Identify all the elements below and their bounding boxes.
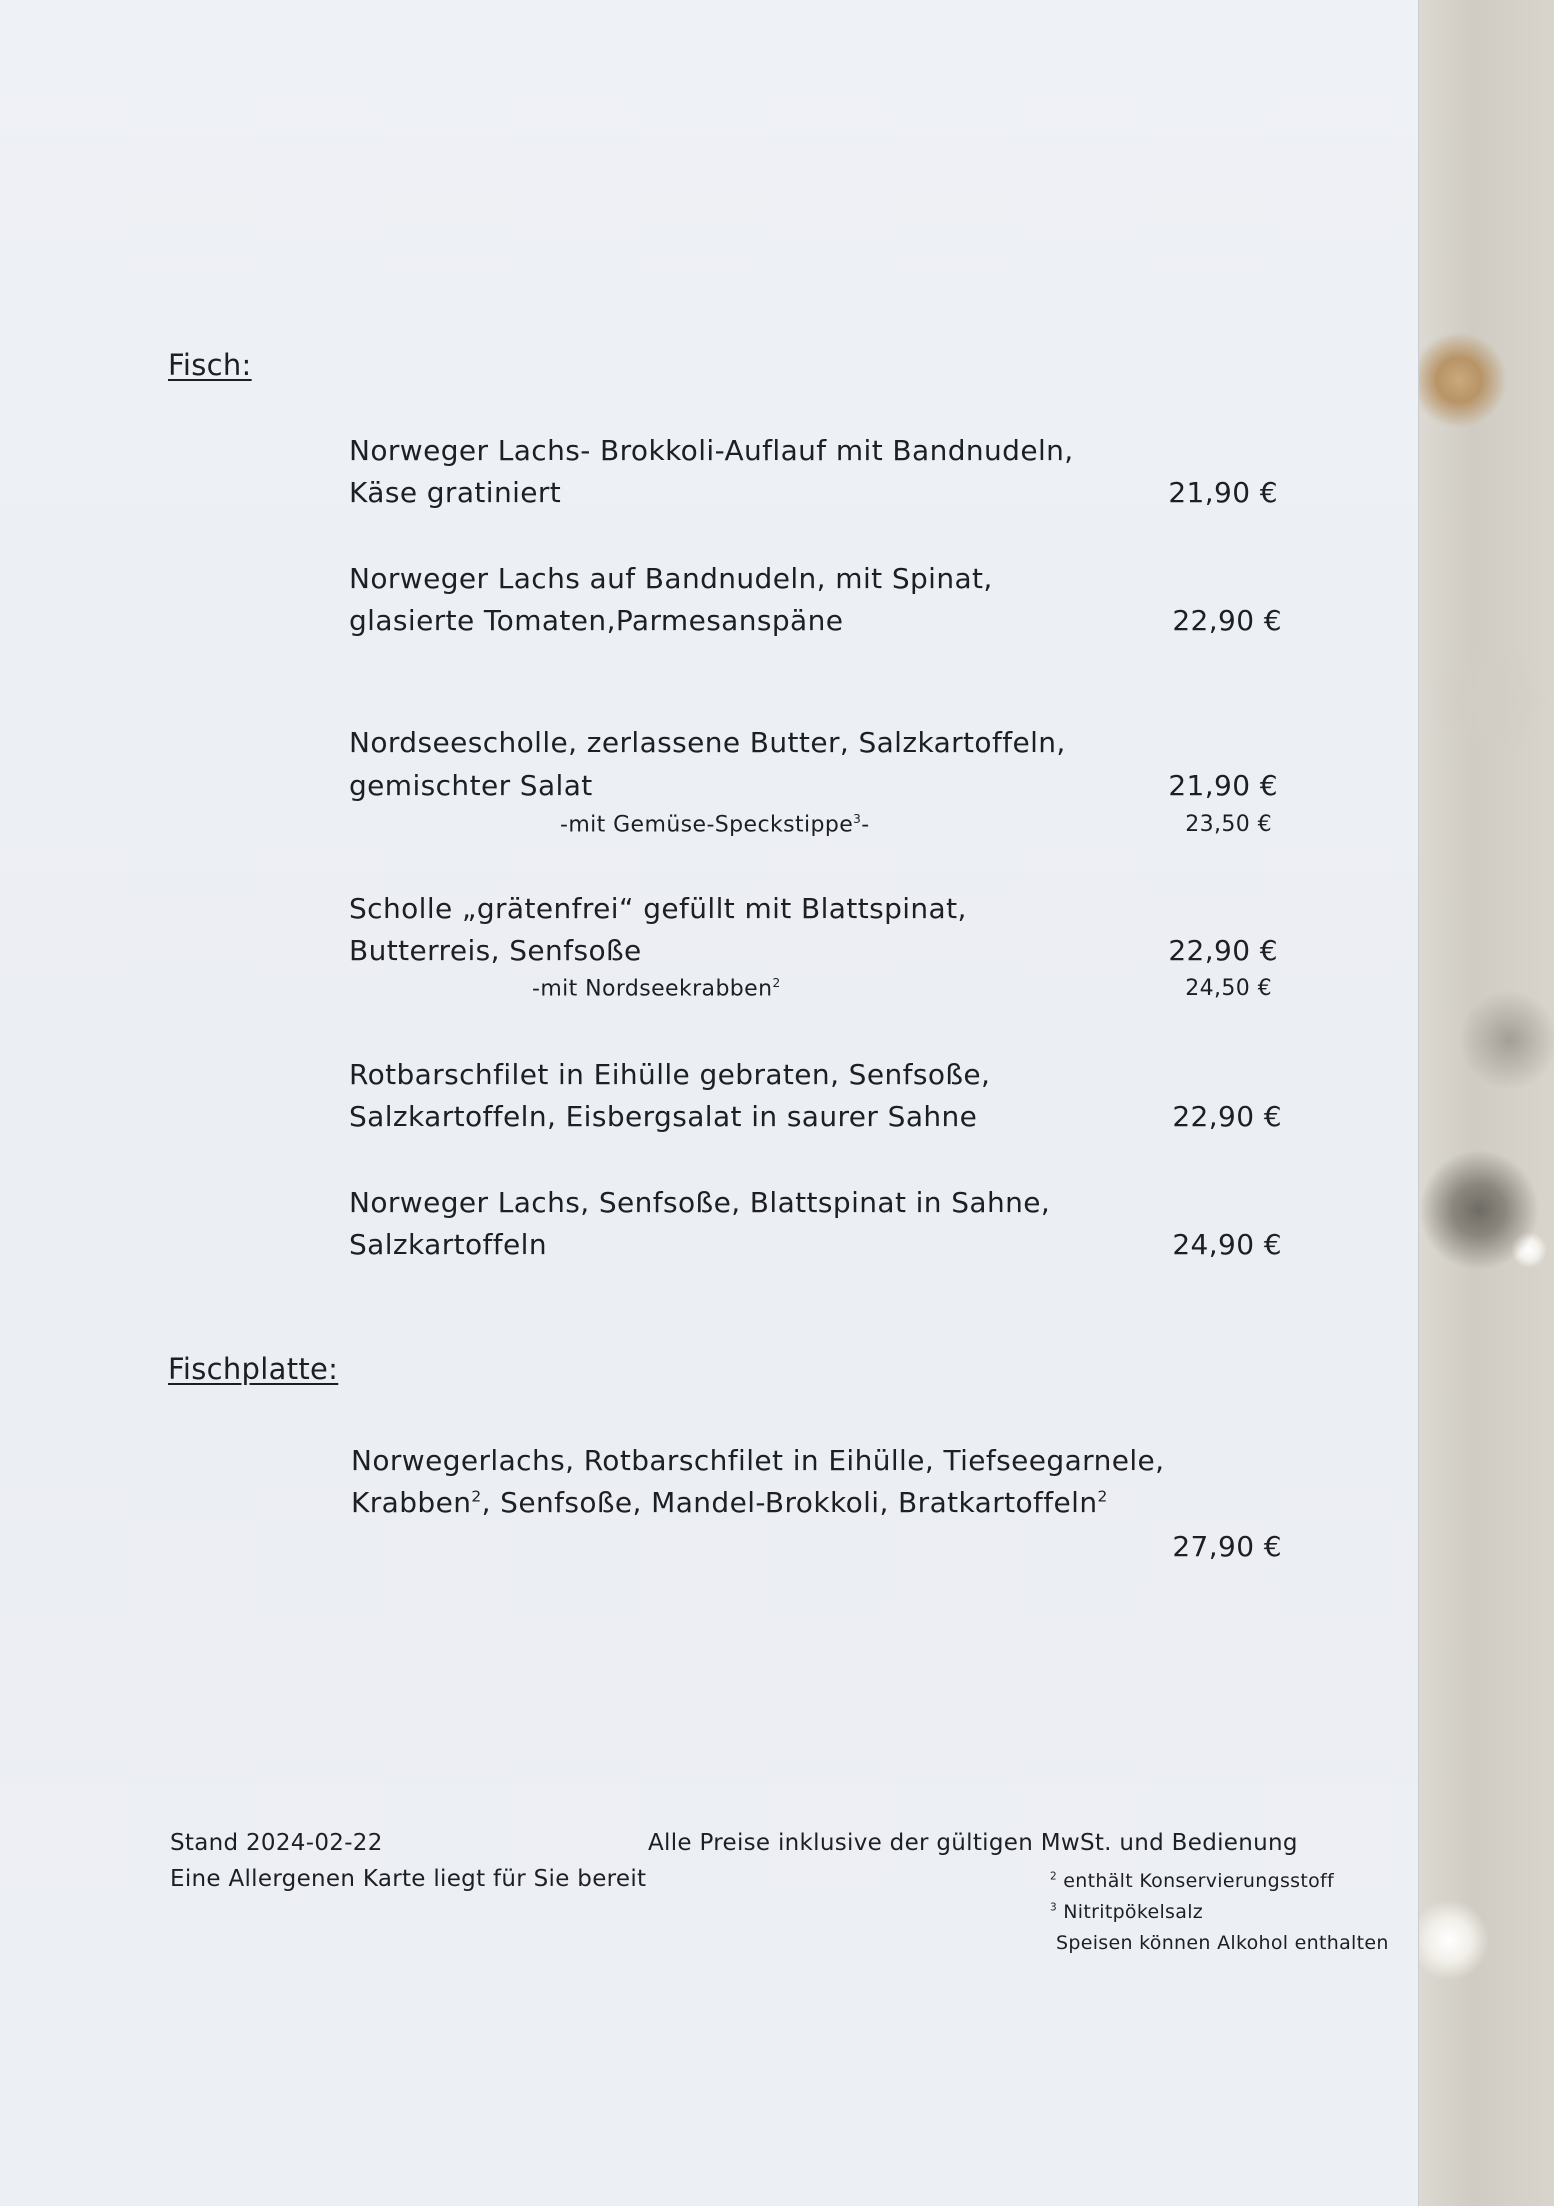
footnote-marker: 2: [1050, 1870, 1057, 1883]
footnote-marker: 3: [1050, 1901, 1057, 1914]
dish-variant-label: -mit Gemüse-Speckstippe: [560, 812, 854, 838]
dish-description-line: Salzkartoffeln: [349, 1228, 547, 1261]
dish-price: 21,90 €: [1168, 769, 1278, 802]
dish-description-line: Norweger Lachs, Senfsoße, Blattspinat in Sahne,: [349, 1186, 1051, 1219]
stand-date: Stand 2024-02-22: [170, 1830, 383, 1856]
dish-description-line: Nordseescholle, zerlassene Butter, Salzkartoffeln,: [349, 726, 1066, 759]
section-heading-fisch: Fisch:: [168, 348, 252, 382]
footnote-text: enthält Konservierungsstoff: [1056, 1870, 1335, 1892]
dish-variant: [532, 976, 781, 1001]
dish-description-line: Butterreis, Senfsoße: [349, 934, 642, 967]
allergen-note: Eine Allergenen Karte liegt für Sie bereit: [170, 1866, 647, 1892]
dish-description-line: gemischter Salat: [349, 769, 593, 802]
dish-variant: [560, 812, 870, 837]
dish-description-line: Norweger Lachs auf Bandnudeln, mit Spinat,: [349, 562, 993, 595]
dish-variant-price: 23,50 €: [1185, 812, 1272, 837]
dish-description-line: Norwegerlachs, Rotbarschfilet in Eihülle, Tiefseegarnele,: [351, 1444, 1165, 1477]
platter-text: Krabben: [351, 1486, 472, 1519]
dish-description-line: Rotbarschfilet in Eihülle gebraten, Senfsoße,: [349, 1058, 991, 1091]
footnote: [1050, 1901, 1203, 1923]
dish-variant-suffix: -: [861, 812, 870, 838]
dish-description-line: Käse gratiniert: [349, 476, 562, 509]
dish-price: 21,90 €: [1168, 476, 1278, 509]
section-heading-fischplatte: Fischplatte:: [168, 1352, 339, 1386]
dish-description-line: Salzkartoffeln, Eisbergsalat in saurer Sahne: [349, 1100, 978, 1133]
dish-description-line: Scholle „grätenfrei“ gefüllt mit Blattspinat,: [349, 892, 967, 925]
footnote-marker: 2: [471, 1487, 482, 1506]
footnote-marker: 3: [853, 812, 862, 826]
dish-description-line: glasierte Tomaten,Parmesanspäne: [349, 604, 844, 637]
dish-variant-price: 24,50 €: [1185, 976, 1272, 1001]
prices-note: Alle Preise inklusive der gültigen MwSt. und Bedienung: [648, 1830, 1298, 1856]
footnote: [1050, 1870, 1334, 1892]
dish-price: 22,90 €: [1172, 604, 1282, 637]
dish-price: 24,90 €: [1172, 1228, 1282, 1261]
footnote-marker: 2: [772, 976, 781, 990]
dish-description-line: [351, 1486, 1108, 1519]
dish-description-line: Norweger Lachs- Brokkoli-Auflauf mit Bandnudeln,: [349, 434, 1074, 467]
sand-border-decoration: [1418, 0, 1554, 2206]
footnote-text: Nitritpökelsalz: [1056, 1901, 1204, 1923]
dish-price: 27,90 €: [1172, 1530, 1282, 1563]
footnote-alcohol: Speisen können Alkohol enthalten: [1056, 1932, 1389, 1954]
footnote-marker: 2: [1097, 1487, 1108, 1506]
platter-text: , Senfsoße, Mandel-Brokkoli, Bratkartoffeln: [481, 1486, 1098, 1519]
dish-price: 22,90 €: [1172, 1100, 1282, 1133]
dish-price: 22,90 €: [1168, 934, 1278, 967]
dish-variant-label: -mit Nordseekrabben: [532, 976, 773, 1002]
